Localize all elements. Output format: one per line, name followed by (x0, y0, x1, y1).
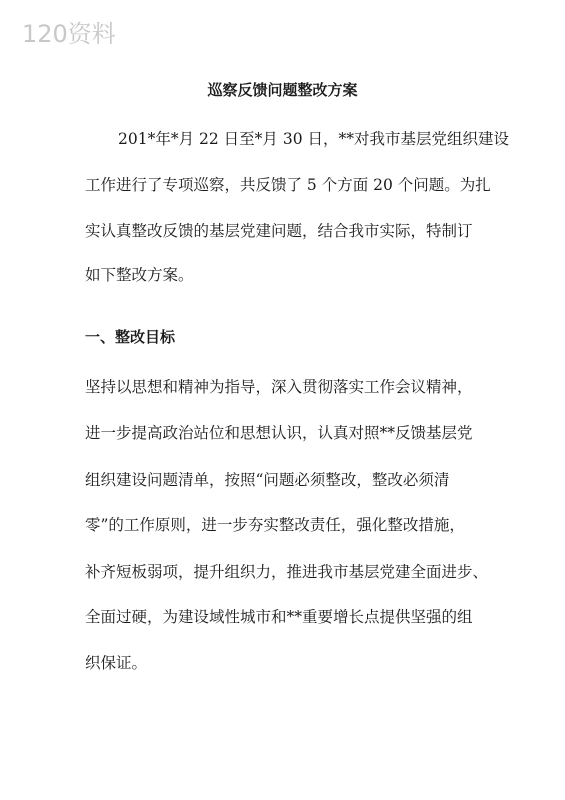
section-line-2: 进一步提高政治站位和思想认识，认真对照**反馈基层党 (85, 424, 473, 442)
document-title: 巡察反馈问题整改方案 (207, 81, 358, 99)
section-line-4: 零”的工作原则，进一步夯实整改责任，强化整改措施， (85, 516, 465, 534)
section-line-7: 织保证。 (85, 654, 148, 672)
intro-line-4: 如下整改方案。 (85, 266, 194, 284)
section-line-3: 组织建设问题清单，按照“问题必须整改，整改必须清 (85, 471, 450, 489)
section-heading: 一、整改目标 (85, 328, 176, 346)
section-line-5: 补齐短板弱项，提升组织力，推进我市基层党建全面进步、 (85, 563, 489, 581)
intro-line-1: 201*年*月 22 日至*月 30 日，**对我市基层党组织建设 (118, 130, 509, 148)
section-line-1: 坚持以思想和精神为指导，深入贯彻落实工作会议精神， (85, 378, 473, 396)
watermark: 120资料 (22, 20, 116, 48)
intro-line-2: 工作进行了专项巡察，共反馈了 5 个方面 20 个问题。为扎 (85, 176, 491, 194)
intro-line-3: 实认真整改反馈的基层党建问题，结合我市实际，特制订 (85, 222, 473, 240)
section-line-6: 全面过硬，为建设域性城市和**重要增长点提供坚强的组 (85, 608, 473, 626)
